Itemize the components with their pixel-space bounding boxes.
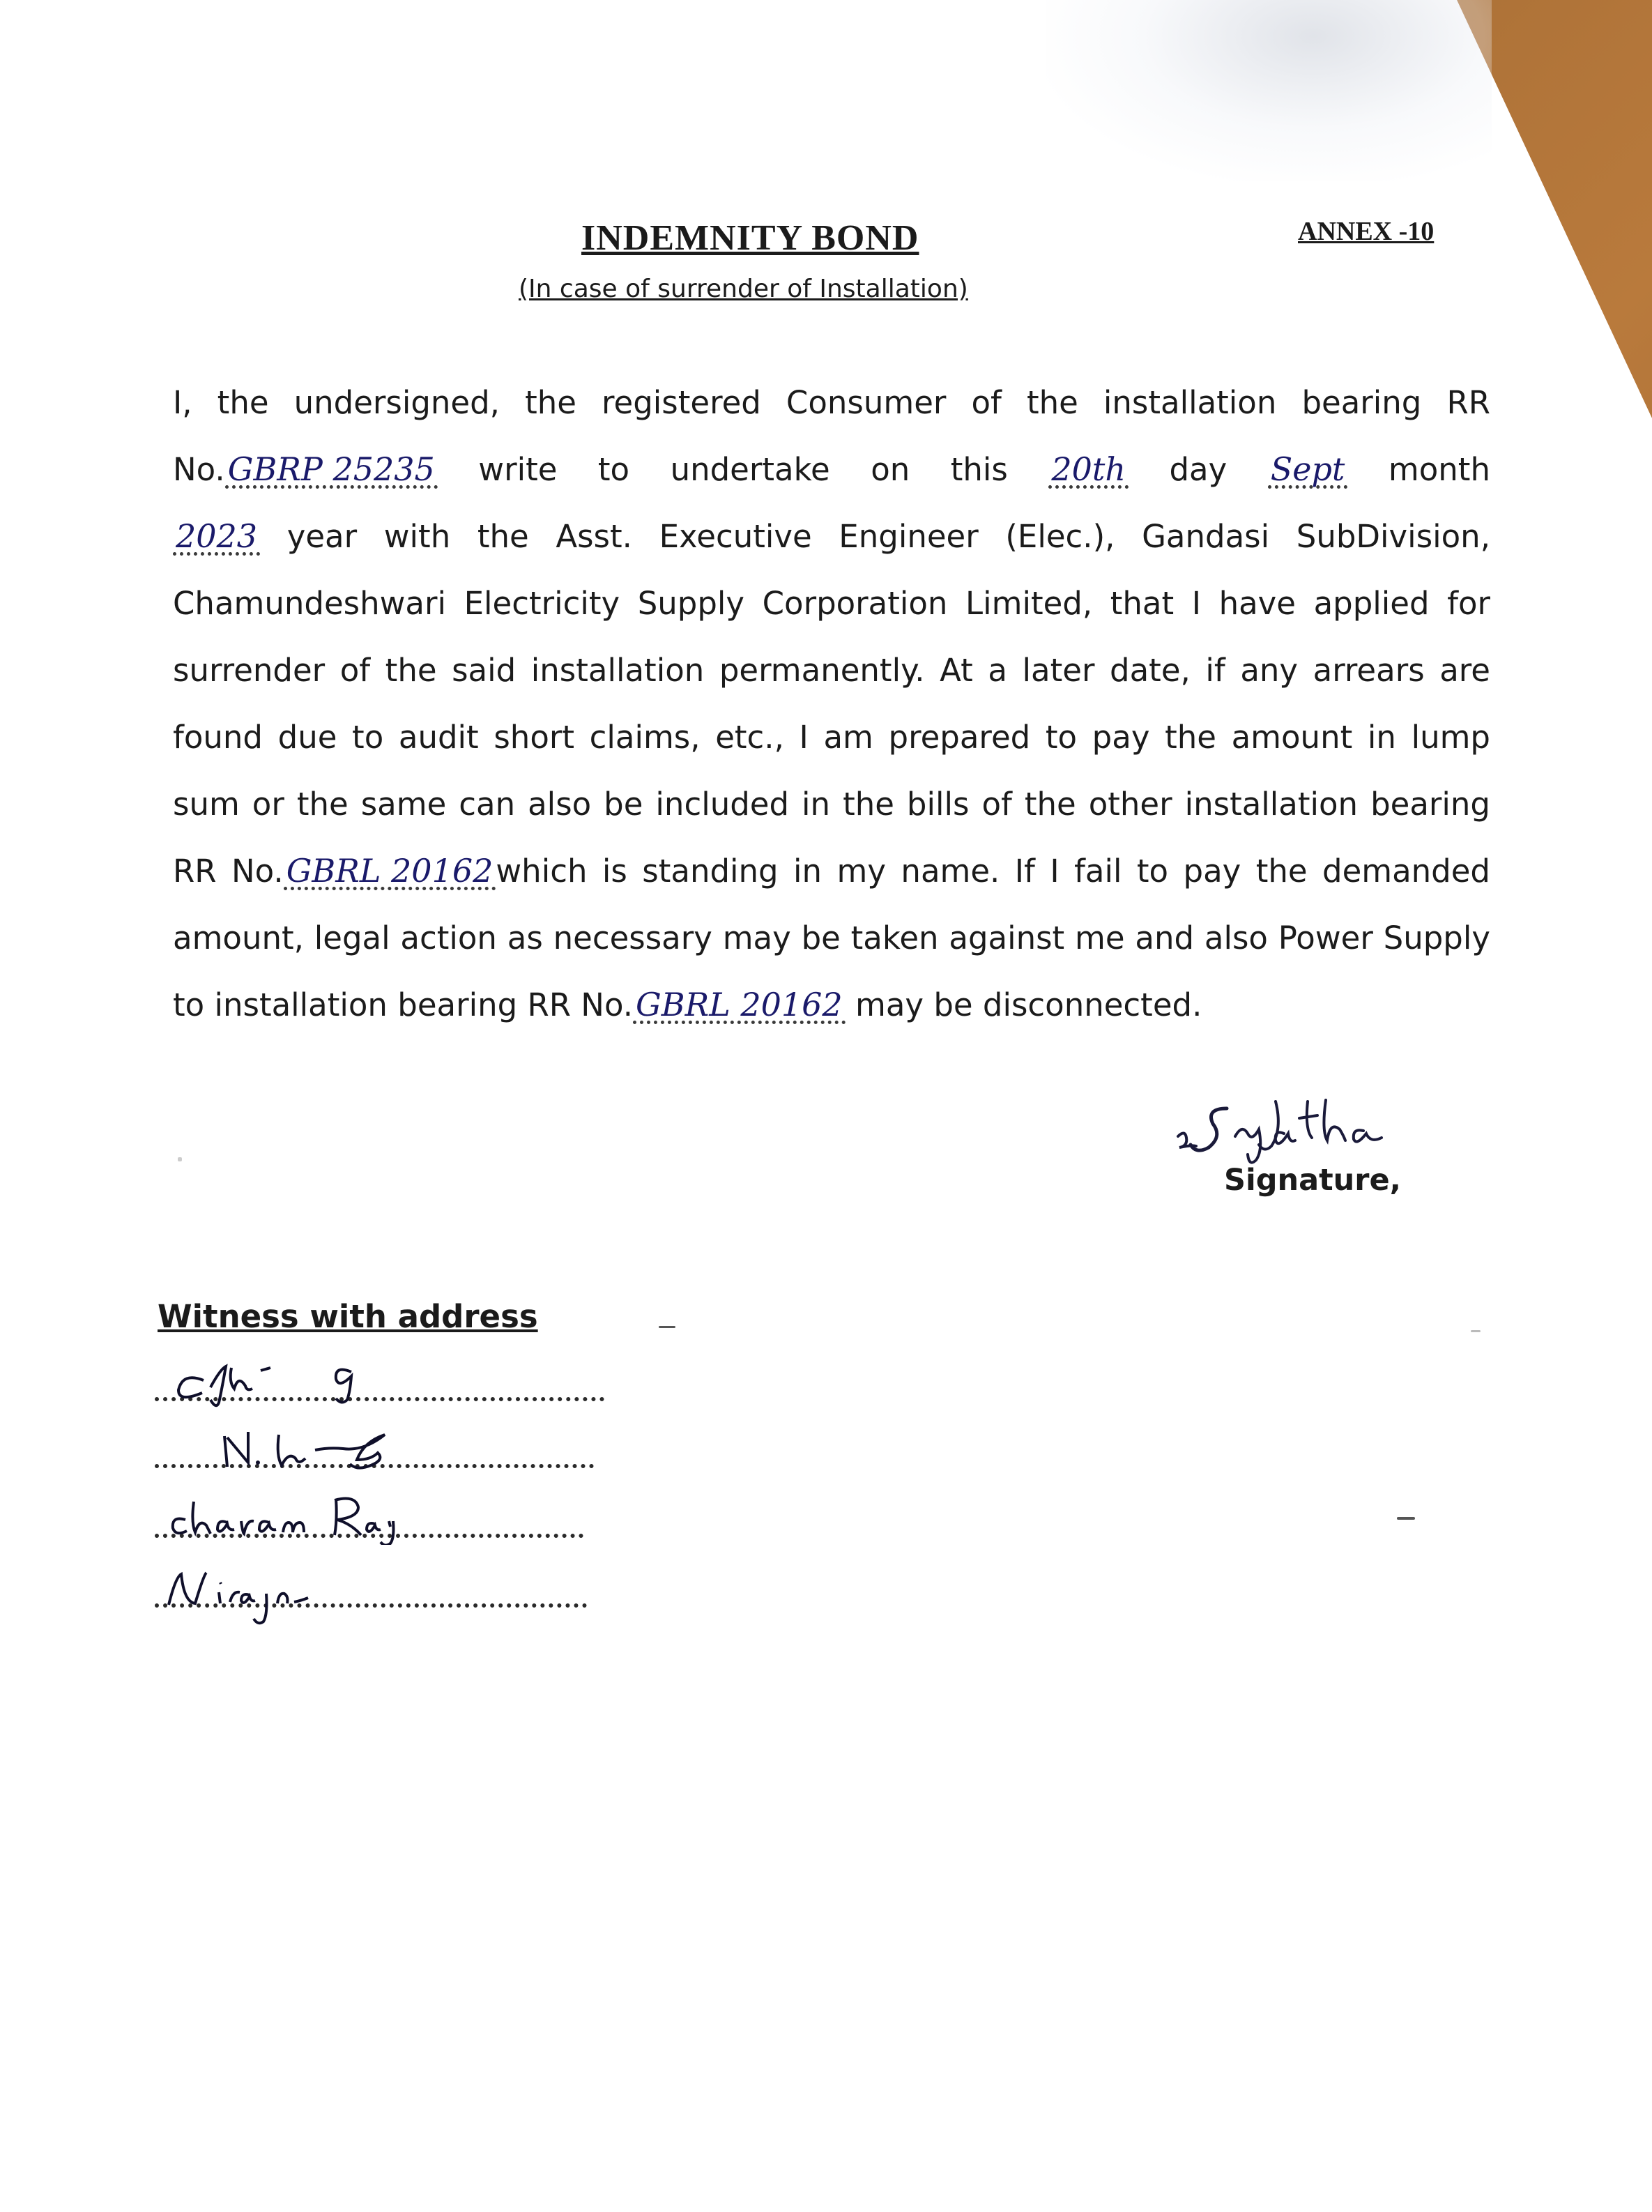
witness-line-1 (155, 1352, 604, 1408)
body-line-1: I, the undersigned, the registered Consumer of the installation bearing RR (173, 384, 1490, 421)
document-title: INDEMNITY BOND (581, 218, 919, 258)
rr-number-handwritten: GBRP 25235 (227, 450, 435, 488)
day-handwritten: 20th (1051, 450, 1126, 488)
body-line-7: sum or the same can also be included in the bills of the other installation bearing (173, 786, 1490, 823)
bond-body (173, 369, 1490, 1039)
other-rr-number-handwritten: GBRL 20162 (286, 852, 494, 890)
rr-no-label: No. (173, 451, 225, 488)
undertake-text: write to undertake on this (478, 451, 1008, 488)
disconnect-text: may be disconnected. (855, 986, 1202, 1023)
engineer-text: year with the Asst. Executive Engineer (Elec.), Gandasi SubDivision, (286, 518, 1490, 555)
disconnect-rr-number-field (633, 986, 846, 1024)
month-label: month (1388, 451, 1490, 488)
witness-3-signature (155, 1489, 461, 1545)
year-field (173, 517, 260, 556)
day-label: day (1169, 451, 1227, 488)
year-handwritten: 2023 (176, 517, 258, 555)
body-line-5: surrender of the said installation permanently. At a later date, if any arrears are (173, 652, 1490, 689)
body-line-8 (173, 838, 1490, 905)
paper-fold-shadow (1046, 0, 1492, 181)
body-line-3 (173, 503, 1490, 570)
signature-block (1171, 1088, 1436, 1213)
signature-mark (1171, 1088, 1401, 1164)
rr-number-field (225, 450, 438, 489)
standing-text: which is standing in my name. If I fail to pay the demanded (496, 853, 1490, 890)
page-mark (1471, 1330, 1481, 1332)
signature-label: Signature, (1224, 1163, 1401, 1198)
annex-label: ANNEX -10 (1298, 217, 1435, 246)
rr-no-label-3: to installation bearing RR No. (173, 986, 634, 1023)
day-field (1048, 450, 1129, 489)
witness-line-3 (155, 1489, 583, 1545)
witness-line-2 (155, 1419, 594, 1475)
witness-2-signature (155, 1419, 489, 1475)
document-subtitle: (In case of surrender of Installation) (519, 275, 968, 303)
other-rr-number-field (284, 852, 496, 890)
month-handwritten: Sept (1270, 450, 1345, 488)
page-mark (178, 1157, 182, 1161)
body-line-2 (173, 436, 1490, 503)
witness-line-4 (155, 1559, 587, 1615)
witness-heading: Witness with address (158, 1298, 538, 1335)
page-mark (1397, 1517, 1415, 1520)
witness-1-signature (155, 1352, 434, 1408)
witness-4-signature (155, 1559, 406, 1629)
disconnect-rr-number-handwritten: GBRL 20162 (636, 986, 843, 1023)
month-field (1268, 450, 1348, 489)
page-mark (659, 1326, 675, 1328)
body-line-4: Chamundeshwari Electricity Supply Corporation Limited, that I have applied for (173, 585, 1490, 622)
body-line-10 (173, 972, 1490, 1039)
body-line-6: found due to audit short claims, etc., I am prepared to pay the amount in lump (173, 719, 1490, 756)
body-line-9: amount, legal action as necessary may be taken against me and also Power Supply (173, 920, 1490, 956)
rr-no-label-2: RR No. (173, 853, 284, 890)
